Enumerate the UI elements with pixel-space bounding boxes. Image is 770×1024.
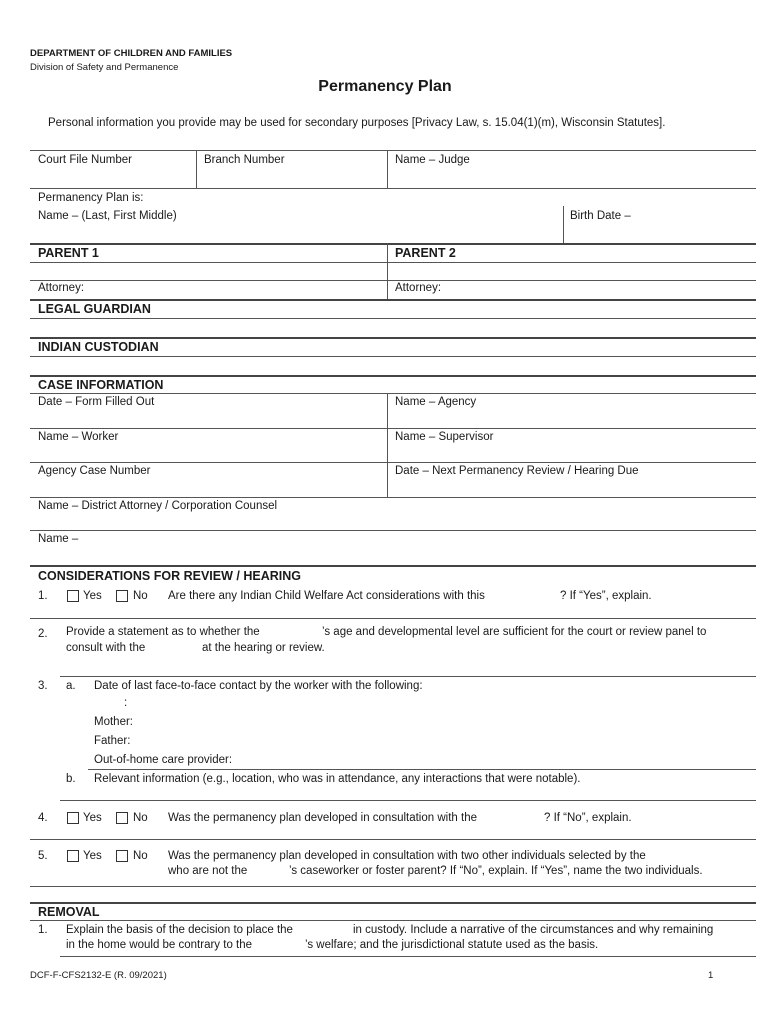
branch-number-field[interactable]: Branch Number bbox=[204, 154, 285, 166]
page-title: Permanency Plan bbox=[318, 78, 452, 95]
case-information-header: CASE INFORMATION bbox=[38, 378, 164, 392]
q5-line2-tail: ’s caseworker or foster parent? If “No”, explain. If “Yes”, name the two individuals. bbox=[289, 865, 703, 877]
q3a-provider-label: Out-of-home care provider: bbox=[94, 754, 233, 766]
q4-number: 4. bbox=[38, 812, 48, 824]
q2-line2-tail: at the hearing or review. bbox=[202, 642, 325, 654]
q4-question: Was the permanency plan developed in consultation with the bbox=[168, 812, 477, 824]
parent-1-header: PARENT 1 bbox=[38, 246, 99, 260]
indian-custodian-header: INDIAN CUSTODIAN bbox=[38, 340, 159, 354]
judge-name-field[interactable]: Name – Judge bbox=[395, 154, 470, 166]
q4-no-label: No bbox=[133, 812, 148, 824]
other-name-field[interactable]: Name – bbox=[38, 533, 79, 545]
parent-2-attorney-field[interactable]: Attorney: bbox=[395, 282, 442, 294]
court-file-number-field[interactable]: Court File Number bbox=[38, 154, 132, 166]
q1-question-tail: ? If “Yes”, explain. bbox=[560, 590, 652, 602]
q2-line1: Provide a statement as to whether the bbox=[66, 626, 260, 638]
parent-2-header: PARENT 2 bbox=[395, 246, 456, 260]
q3a-mother-label: Mother: bbox=[94, 716, 133, 728]
removal-q1-line2: in the home would be contrary to the bbox=[66, 939, 253, 951]
removal-q1-line1: Explain the basis of the decision to place the bbox=[66, 924, 293, 936]
q3a-father-label: Father: bbox=[94, 735, 131, 747]
agency-case-number-field[interactable]: Agency Case Number bbox=[38, 465, 151, 477]
q5-line2: who are not the bbox=[168, 865, 248, 877]
department-name: DEPARTMENT OF CHILDREN AND FAMILIES bbox=[30, 48, 233, 59]
q5-no-checkbox[interactable] bbox=[116, 850, 128, 862]
district-attorney-name-field[interactable]: Name – District Attorney / Corporation Counsel bbox=[38, 500, 278, 512]
q1-yes-checkbox[interactable] bbox=[67, 590, 79, 602]
next-review-date-field[interactable]: Date – Next Permanency Review / Hearing Due bbox=[395, 465, 639, 477]
removal-header: REMOVAL bbox=[38, 905, 100, 919]
q4-yes-label: Yes bbox=[83, 812, 102, 824]
agency-name-field[interactable]: Name – Agency bbox=[395, 396, 477, 408]
q5-yes-checkbox[interactable] bbox=[67, 850, 79, 862]
q5-number: 5. bbox=[38, 850, 48, 862]
birth-date-field[interactable]: Birth Date – bbox=[570, 210, 631, 222]
q4-question-tail: ? If “No”, explain. bbox=[544, 812, 632, 824]
q2-line1-tail: ’s age and developmental level are sufficient for the court or review panel to bbox=[322, 626, 707, 638]
q1-no-checkbox[interactable] bbox=[116, 590, 128, 602]
q2-line2: consult with the bbox=[66, 642, 146, 654]
worker-name-field[interactable]: Name – Worker bbox=[38, 431, 119, 443]
removal-q1-line2-tail: ’s welfare; and the jurisdictional statute used as the basis. bbox=[305, 939, 599, 951]
supervisor-name-field[interactable]: Name – Supervisor bbox=[395, 431, 494, 443]
considerations-header: CONSIDERATIONS FOR REVIEW / HEARING bbox=[38, 569, 301, 583]
permanency-plan-is-label: Permanency Plan is: bbox=[38, 192, 144, 204]
q5-line1: Was the permanency plan developed in consultation with two other individuals selected by the bbox=[168, 850, 646, 862]
removal-q1-line1-tail: in custody. Include a narrative of the circumstances and why remaining bbox=[353, 924, 714, 936]
q5-yes-label: Yes bbox=[83, 850, 102, 862]
q3b-question: Relevant information (e.g., location, who was in attendance, any interactions that were notable). bbox=[94, 773, 581, 785]
q3-number: 3. bbox=[38, 680, 48, 692]
q1-question: Are there any Indian Child Welfare Act considerations with this bbox=[168, 590, 485, 602]
q3b-letter: b. bbox=[66, 773, 76, 785]
child-name-field[interactable]: Name – (Last, First Middle) bbox=[38, 210, 177, 222]
q3a-question: Date of last face-to-face contact by the worker with the following: bbox=[94, 680, 423, 692]
privacy-notice: Personal information you provide may be used for secondary purposes [Privacy Law, s. 15.04(1)(m), Wisconsin Statutes]. bbox=[48, 117, 666, 129]
q2-number: 2. bbox=[38, 628, 48, 640]
form-id: DCF-F-CFS2132-E (R. 09/2021) bbox=[30, 970, 167, 981]
q1-no-label: No bbox=[133, 590, 148, 602]
q3a-child-label: : bbox=[124, 697, 128, 709]
page-number: 1 bbox=[708, 970, 714, 981]
division-name: Division of Safety and Permanence bbox=[30, 62, 179, 73]
q1-yes-label: Yes bbox=[83, 590, 102, 602]
q4-no-checkbox[interactable] bbox=[116, 812, 128, 824]
form-date-field[interactable]: Date – Form Filled Out bbox=[38, 396, 155, 408]
removal-q1-number: 1. bbox=[38, 924, 48, 936]
q1-number: 1. bbox=[38, 590, 48, 602]
q4-yes-checkbox[interactable] bbox=[67, 812, 79, 824]
q5-no-label: No bbox=[133, 850, 148, 862]
q3a-letter: a. bbox=[66, 680, 76, 692]
parent-1-attorney-field[interactable]: Attorney: bbox=[38, 282, 85, 294]
legal-guardian-header: LEGAL GUARDIAN bbox=[38, 302, 151, 316]
